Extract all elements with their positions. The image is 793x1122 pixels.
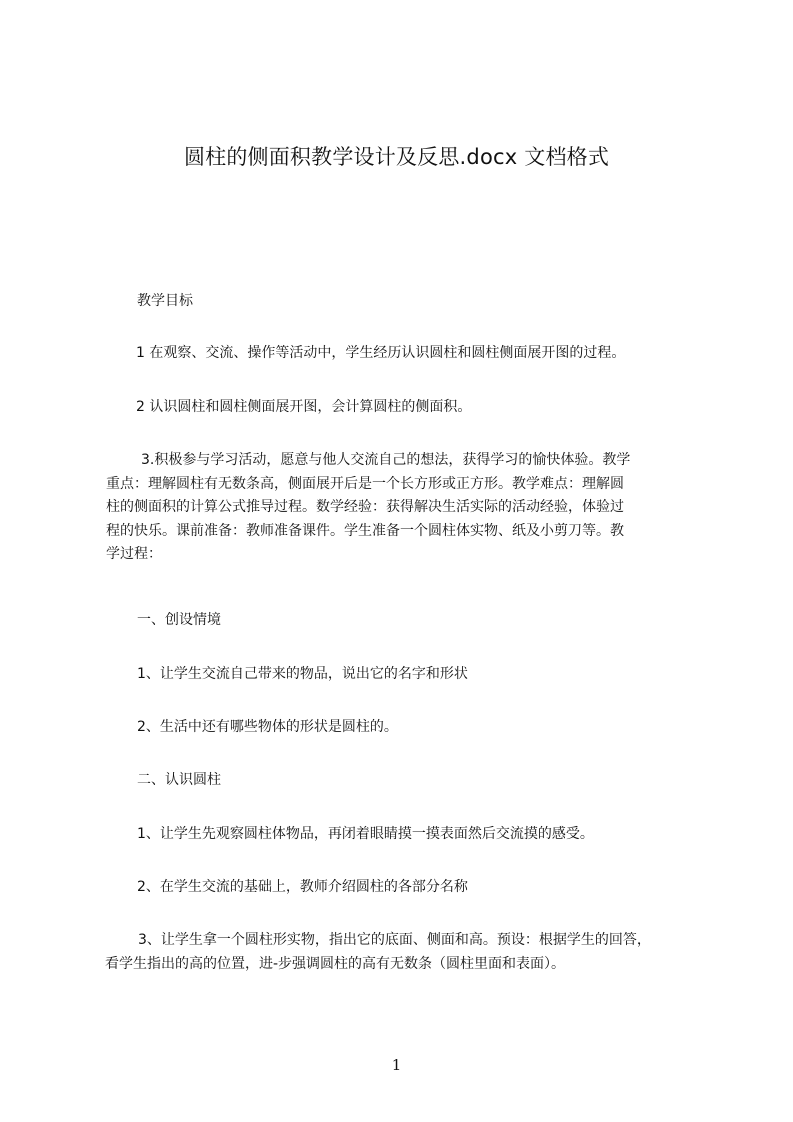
page-number: 1	[391, 1056, 402, 1074]
text-line: 学过程：	[106, 546, 162, 562]
text-line: 柱的侧面积的计算公式推导过程。数学经验：获得解决生活实际的活动经验，体验过	[106, 499, 624, 515]
paragraph-situation-2: 2、生活中还有哪些物体的形状是圆柱的。	[137, 719, 398, 735]
paragraph-situation-1: 1、让学生交流自己带来的物品，说出它的名字和形状	[137, 666, 468, 682]
paragraph-know-1: 1、让学生先观察圆柱体物品，再闭着眼睛摸一摸表面然后交流摸的感受。	[137, 826, 594, 842]
text-line: 3.积极参与学习活动，愿意与他人交流自己的想法，获得学习的愉快体验。教学	[141, 452, 631, 468]
text-line: 看学生指出的高的位置，进-步强调圆柱的高有无数条（圆柱里面和表面）。	[105, 955, 566, 972]
paragraph-know-3	[105, 929, 651, 976]
heading-teaching-goals: 教学目标	[137, 293, 193, 309]
paragraph-goal-1: 1 在观察、交流、操作等活动中，学生经历认识圆柱和圆柱侧面展开图的过程。	[136, 345, 626, 361]
paragraph-goal-2: 2 认识圆柱和圆柱侧面展开图，会计算圆柱的侧面积。	[136, 399, 472, 415]
section-heading-create-situation: 一、创设情境	[137, 612, 221, 628]
section-heading-know-cylinder: 二、认识圆柱	[137, 772, 221, 788]
document-title: 圆柱的侧面积教学设计及反思.docx 文档格式	[183, 145, 610, 169]
text-line: 3、让学生拿一个圆柱形实物，指出它的底面、侧面和高。预设：根据学生的回答，	[138, 932, 651, 948]
paragraph-know-2: 2、在学生交流的基础上，教师介绍圆柱的各部分名称	[137, 879, 468, 895]
text-line: 程的快乐。课前准备：教师准备课件。学生准备一个圆柱体实物、纸及小剪刀等。教	[106, 522, 624, 539]
paragraph-goal-3-and-plan	[106, 449, 630, 567]
text-line: 重点：理解圆柱有无数条高，侧面展开后是一个长方形或正方形。教学难点：理解圆	[106, 475, 624, 492]
